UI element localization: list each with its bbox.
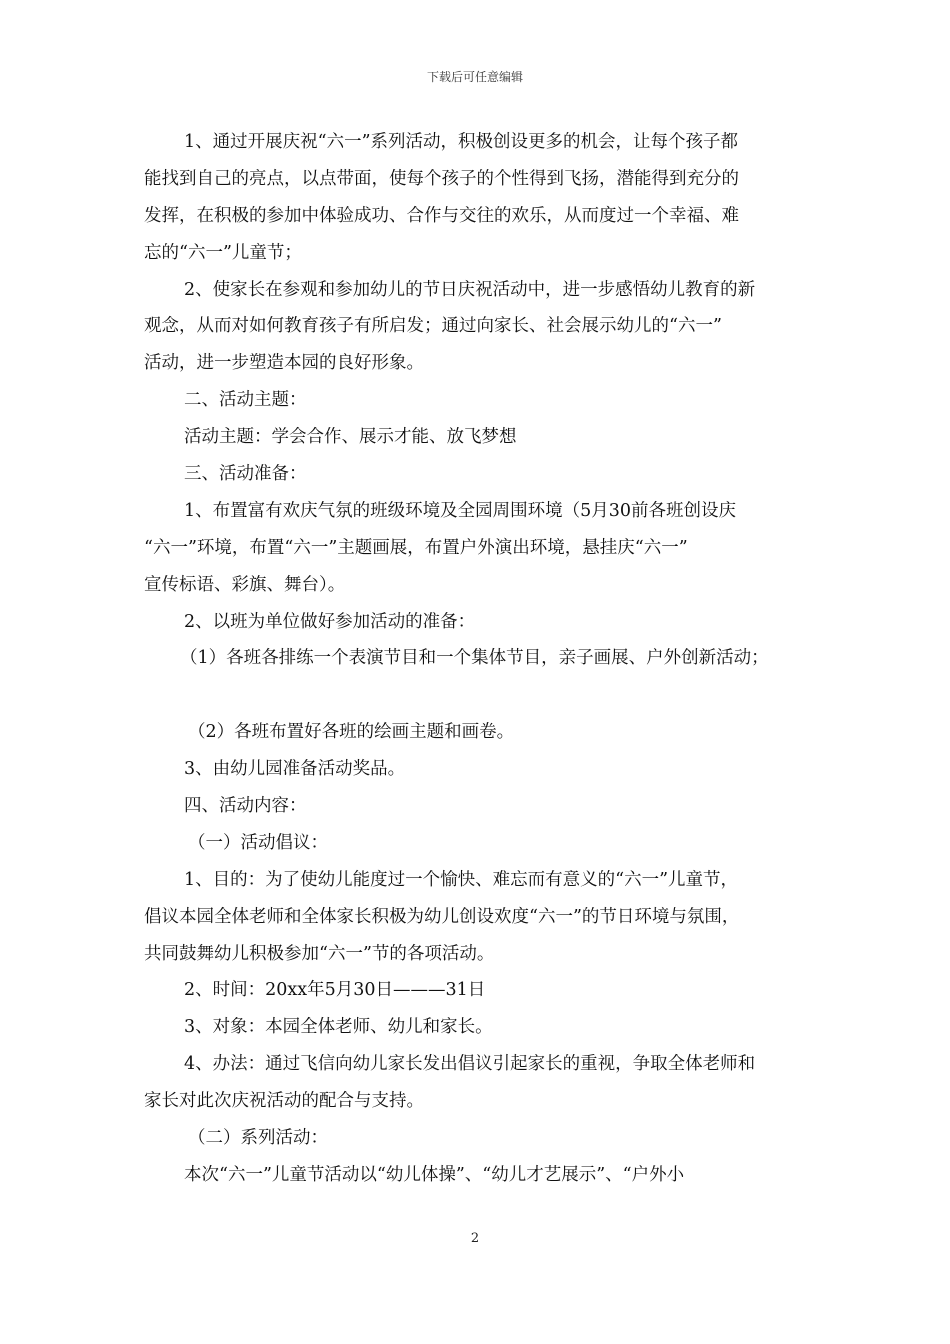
paragraph-line: 3、对象：本园全体老师、幼儿和家长。 [184, 1017, 493, 1038]
section-heading: 二、活动主题： [184, 390, 307, 411]
paragraph-line: 1、布置富有欢庆气氛的班级环境及全园周围环境（5月30前各班创设庆 [184, 500, 737, 521]
paragraph-line: （1）各班各排练一个表演节目和一个集体节目，亲子画展、户外创新活动； [180, 648, 769, 669]
paragraph-line: 倡议本园全体老师和全体家长积极为幼儿创设欢度“六一”的节日环境与氛围， [144, 906, 740, 927]
paragraph-line: 发挥，在积极的参加中体验成功、合作与交往的欢乐，从而度过一个幸福、难 [144, 205, 739, 226]
paragraph-line: 2、使家长在参观和参加幼儿的节日庆祝活动中，进一步感悟幼儿教育的新 [184, 279, 756, 300]
document-body [144, 124, 816, 1194]
paragraph-line: 家长对此次庆祝活动的配合与支持。 [144, 1091, 424, 1112]
paragraph-line: 能找到自己的亮点，以点带面，使每个孩子的个性得到飞扬，潜能得到充分的 [144, 168, 739, 189]
paragraph-line: 1、通过开展庆祝“六一”系列活动，积极创设更多的机会，让每个孩子都 [184, 132, 739, 152]
paragraph-line: 共同鼓舞幼儿积极参加“六一”节的各项活动。 [144, 943, 495, 964]
paragraph-line: “六一”环境，布置“六一”主题画展，布置户外演出环境，悬挂庆“六一” [144, 537, 688, 558]
paragraph-line: 宣传标语、彩旗、舞台）。 [144, 574, 346, 595]
blank-line [144, 677, 816, 714]
paragraph-line: 2、时间：20xx年5月30日———31日 [184, 980, 486, 1001]
section-heading: 四、活动内容： [184, 796, 307, 817]
section-heading: 三、活动准备： [184, 464, 307, 485]
page-header: 下载后可任意编辑 [426, 70, 523, 84]
subsection-heading: （一）活动倡议： [188, 832, 328, 853]
paragraph-line: 1、目的：为了使幼儿能度过一个愉快、难忘而有意义的“六一”儿童节， [184, 869, 739, 890]
paragraph-line: 活动主题：学会合作、展示才能、放飞梦想 [184, 427, 517, 448]
paragraph-line: 忘的“六一”儿童节； [144, 242, 302, 263]
paragraph-line: 4、办法：通过飞信向幼儿家长发出倡议引起家长的重视，争取全体老师和 [184, 1054, 756, 1075]
page-number: 2 [470, 1231, 480, 1246]
paragraph-line: 本次“六一”儿童节活动以“幼儿体操”、“幼儿才艺展示”、“户外小 [184, 1164, 685, 1185]
paragraph-line: 2、以班为单位做好参加活动的准备： [184, 611, 476, 632]
paragraph-line: 3、由幼儿园准备活动奖品。 [184, 759, 406, 780]
subsection-heading: （二）系列活动： [188, 1128, 328, 1149]
paragraph-line: （2）各班布置好各班的绘画主题和画卷。 [188, 722, 515, 743]
paragraph-line: 活动，进一步塑造本园的良好形象。 [144, 353, 424, 374]
paragraph-line: 观念，从而对如何教育孩子有所启发；通过向家长、社会展示幼儿的“六一” [144, 316, 722, 337]
